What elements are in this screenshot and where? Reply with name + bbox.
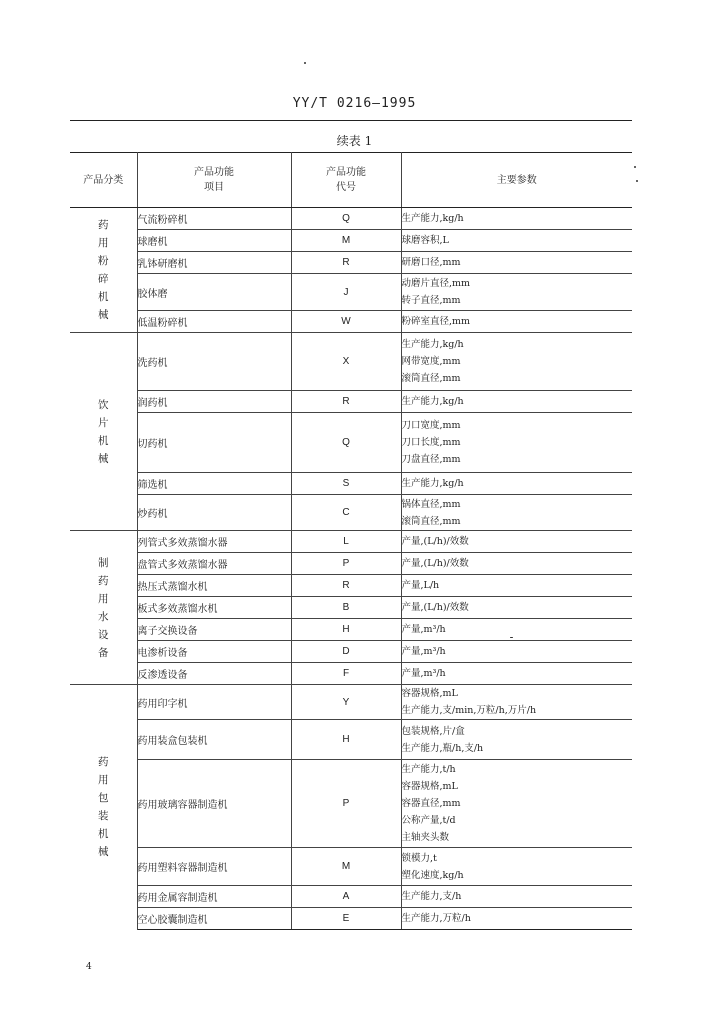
param-line: 主轴夹头数 [401,832,450,843]
table-row [70,413,632,473]
code-cell: E [291,908,401,930]
param-line: 容器规格,mL [401,781,458,792]
category-char: 碎 [98,273,109,285]
param-line: 滚筒直径,mm [401,515,461,527]
param-line: 产量,(L/h)/效数 [401,558,469,569]
params-cell [401,760,632,848]
category-char: 制 [98,556,109,569]
item-cell: 板式多效蒸馏水机 [137,597,291,619]
category-cell [70,208,137,333]
category-char: 机 [98,291,109,303]
params-cell [401,230,632,252]
table-caption: 续表 1 [336,134,373,148]
standard-code: YY/T 0216—1995 [292,96,417,111]
category-label [70,753,137,861]
code-cell: Q [291,413,401,473]
item-cell: 离子交换设备 [137,619,291,641]
item-cell: 电渗析设备 [137,641,291,663]
table-row [70,208,632,230]
item-cell: 药用塑料容器制造机 [137,848,291,886]
param-line: 产量,L/h [401,580,440,591]
code-cell: C [291,495,401,531]
code-cell: S [291,473,401,495]
table-row [70,848,632,886]
param-line: 产量,m³/h [401,646,446,657]
param-line: 生产能力,kg/h [401,396,464,407]
category-cell [70,531,137,685]
param-line: 球磨容积,L [401,235,449,246]
params-cell [401,333,632,391]
table-row [70,597,632,619]
category-char: 用 [98,592,109,605]
table-row [70,473,632,495]
table-row [70,252,632,274]
item-cell: 筛选机 [137,473,291,495]
spec-table [70,152,632,930]
param-line: 产量,m³/h [401,624,446,635]
table-body [70,208,632,930]
table-row [70,908,632,930]
param-line: 公称产量,t/d [401,815,456,826]
param-line: 包装规格,片/盒 [401,725,465,737]
item-cell: 胶体磨 [137,274,291,311]
table-row [70,760,632,848]
code-cell: H [291,720,401,760]
param-line: 塑化速度,kg/h [401,869,464,881]
code-cell: W [291,311,401,333]
item-cell: 低温粉碎机 [137,311,291,333]
code-cell: R [291,575,401,597]
item-cell: 炒药机 [137,495,291,531]
code-cell: P [291,760,401,848]
params-cell [401,391,632,413]
params-cell [401,473,632,495]
item-cell: 药用玻璃容器制造机 [137,760,291,848]
table-row [70,553,632,575]
table-row [70,391,632,413]
params-cell [401,274,632,311]
col-header-category: 产品分类 [70,153,137,208]
table-row [70,685,632,720]
param-line: 生产能力,支/h [401,891,462,902]
param-line: 研磨口径,mm [401,257,461,268]
table-row [70,333,632,391]
params-cell [401,311,632,333]
category-char: 饮 [98,398,109,411]
item-cell: 药用装盒包装机 [137,720,291,760]
param-line: 动磨片直径,mm [401,278,471,289]
param-line: 生产能力,瓶/h,支/h [401,742,484,754]
item-cell: 乳钵研磨机 [137,252,291,274]
category-char: 设 [98,628,109,641]
category-cell [70,685,137,930]
table-row [70,641,632,663]
params-cell [401,597,632,619]
category-char: 械 [98,452,109,465]
item-cell: 气流粉碎机 [137,208,291,230]
param-line: 刀盘直径,mm [401,454,461,465]
param-line: 刀口长度,mm [401,437,461,448]
category-label [70,216,137,324]
category-label [70,554,137,662]
table-row [70,886,632,908]
item-cell: 热压式蒸馏水机 [137,575,291,597]
col-header-item: 产品功能 项目 [137,153,291,208]
params-cell [401,252,632,274]
item-cell: 切药机 [137,413,291,473]
category-char: 用 [98,237,109,249]
scan-speck [636,180,638,182]
code-cell: Q [291,208,401,230]
code-cell: H [291,619,401,641]
category-char: 粉 [98,255,109,267]
param-line: 容器直径,mm [401,798,461,809]
params-cell [401,495,632,531]
params-cell [401,663,632,685]
category-char: 械 [98,309,109,321]
category-char: 机 [98,434,109,447]
item-cell: 列管式多效蒸馏水器 [137,531,291,553]
code-cell: M [291,230,401,252]
category-label [70,396,137,468]
param-line: 容器规格,mL [401,688,458,699]
table-row [70,531,632,553]
params-cell [401,413,632,473]
table-row [70,619,632,641]
param-line: 生产能力,万粒/h [401,913,471,924]
scan-speck [634,166,636,168]
category-char: 药 [98,574,109,587]
param-line: 滚筒直径,mm [401,373,461,384]
code-cell: J [291,274,401,311]
code-cell: R [291,391,401,413]
item-cell: 润药机 [137,391,291,413]
table-row [70,274,632,311]
code-cell: L [291,531,401,553]
code-cell: R [291,252,401,274]
item-cell: 洗药机 [137,333,291,391]
category-char: 片 [98,416,109,429]
code-cell: D [291,641,401,663]
item-cell: 药用金属容制造机 [137,886,291,908]
category-char: 械 [98,846,109,859]
page-number: 4 [86,962,92,972]
code-cell: A [291,886,401,908]
params-cell [401,619,632,641]
param-line: 粉碎室直径,mm [401,316,471,327]
param-line: 生产能力,kg/h [401,213,464,224]
params-cell [401,553,632,575]
params-cell [401,908,632,930]
table-row [70,495,632,531]
item-cell: 反渗透设备 [137,663,291,685]
category-char: 水 [98,610,109,623]
code-cell: P [291,553,401,575]
table-row [70,311,632,333]
category-char: 药 [98,219,109,231]
scan-speck [304,62,306,64]
param-line: 生产能力,kg/h [401,478,464,489]
param-line: 锅体直径,mm [401,498,461,510]
params-cell [401,531,632,553]
code-cell: M [291,848,401,886]
category-char: 装 [98,810,109,823]
col-header-params: 主要参数 [401,153,632,208]
params-cell [401,685,632,720]
params-cell [401,720,632,760]
params-cell [401,641,632,663]
col-header-code: 产品功能 代号 [291,153,401,208]
code-cell: B [291,597,401,619]
param-line: 产量,(L/h)/效数 [401,602,469,613]
code-cell: Y [291,685,401,720]
item-cell: 盘管式多效蒸馏水器 [137,553,291,575]
param-line: 刀口宽度,mm [401,420,461,431]
category-cell [70,333,137,531]
param-line: 生产能力,kg/h [401,339,464,350]
category-char: 备 [98,646,109,659]
item-cell: 药用印字机 [137,685,291,720]
code-cell: X [291,333,401,391]
param-line: 生产能力,支/min,万粒/h,万片/h [401,705,537,716]
table-row [70,720,632,760]
params-cell [401,848,632,886]
params-cell [401,575,632,597]
scan-speck [510,637,513,638]
param-line: 网带宽度,mm [401,356,461,367]
param-line: 产量,m³/h [401,668,446,679]
params-cell [401,886,632,908]
param-line: 锁模力,t [401,852,437,864]
header-rule [70,120,632,121]
code-cell: F [291,663,401,685]
param-line: 产量,(L/h)/效数 [401,536,469,547]
item-cell: 球磨机 [137,230,291,252]
item-cell: 空心胶囊制造机 [137,908,291,930]
param-line: 转子直径,mm [401,295,461,306]
table-header-row [70,153,632,208]
table-row [70,663,632,685]
category-char: 用 [98,774,109,787]
category-char: 药 [98,756,109,769]
params-cell [401,208,632,230]
table-row [70,575,632,597]
category-char: 包 [98,792,109,805]
table-row [70,230,632,252]
param-line: 生产能力,t/h [401,764,456,775]
category-char: 机 [98,828,109,841]
